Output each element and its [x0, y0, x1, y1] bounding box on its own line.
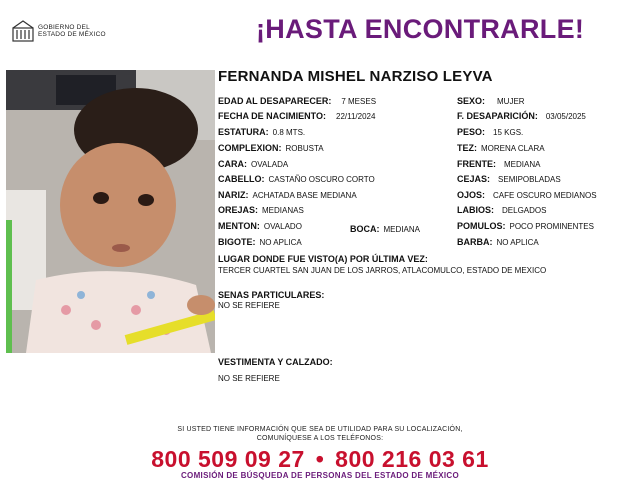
gobierno-logo — [12, 20, 106, 42]
headline: ¡HASTA ENCONTRARLE! — [256, 14, 585, 44]
phone-2[interactable]: 800 216 03 61 — [335, 446, 489, 472]
field-frente: FRENTE: MEDIANA — [457, 159, 541, 169]
field-desaparicion: F. DESAPARICIÓN: 03/05/2025 — [457, 111, 586, 121]
logo-line2: ESTADO DE MÉXICO — [38, 31, 106, 38]
lugar-value: TERCER CUARTEL SAN JUAN DE LOS JARROS, ATLACOMULCO, ESTADO DE MEXICO — [218, 266, 547, 275]
logo-line1: GOBIERNO DEL — [38, 24, 90, 31]
field-estatura: ESTATURA: 0.8 MTS. — [218, 127, 306, 137]
senas-value: NO SE REFIERE — [218, 301, 280, 310]
field-menton: MENTON: OVALADO — [218, 221, 302, 231]
field-cabello: CABELLO: CASTAÑO OSCURO CORTO — [218, 174, 375, 184]
field-bigote: BIGOTE: NO APLICA — [218, 237, 302, 247]
senas-title: SENAS PARTICULARES: — [218, 290, 325, 300]
comision-text: COMISIÓN DE BÚSQUEDA DE PERSONAS DEL ESTADO DE MÉXICO — [180, 471, 459, 480]
field-cejas: CEJAS: SEMIPOBLADAS — [457, 174, 561, 184]
phone-1[interactable]: 800 509 09 27 — [151, 446, 305, 472]
person-name: FERNANDA MISHEL NARZISO LEYVA — [218, 68, 493, 85]
government-emblem-icon — [12, 20, 34, 42]
field-orejas: OREJAS: MEDIANAS — [218, 205, 304, 215]
field-boca: BOCA: MEDIANA — [350, 224, 420, 234]
baby-photo-illustration — [6, 70, 215, 353]
field-nacimiento: FECHA DE NACIMIENTO: 22/11/2024 — [218, 111, 376, 121]
info-line1: SI USTED TIENE INFORMACIÓN QUE SEA DE UTILIDAD PARA SU LOCALIZACIÓN, — [177, 426, 463, 433]
info-line2: COMUNÍQUESE A LOS TELÉFONOS: — [256, 435, 384, 442]
field-edad: EDAD AL DESAPARECER: 7 MESES — [218, 96, 377, 106]
field-sexo: SEXO: MUJER — [457, 96, 525, 106]
field-tez: TEZ: MORENA CLARA — [457, 143, 545, 153]
lugar-title: LUGAR DONDE FUE VISTO(A) POR ÚLTIMA VEZ: — [218, 254, 428, 264]
field-labios: LABIOS: DELGADOS — [457, 205, 547, 215]
field-cara: CARA: OVALADA — [218, 159, 289, 169]
field-nariz: NARIZ: ACHATADA BASE MEDIANA — [218, 190, 357, 200]
missing-person-photo — [6, 70, 215, 353]
phone-numbers — [0, 446, 640, 473]
field-barba: BARBA: NO APLICA — [457, 237, 539, 247]
field-complexion: COMPLEXION: ROBUSTA — [218, 143, 324, 153]
field-ojos: OJOS: CAFE OSCURO MEDIANOS — [457, 190, 597, 200]
phone-separator: • — [315, 446, 325, 472]
vestimenta-title: VESTIMENTA Y CALZADO: — [218, 357, 333, 367]
vestimenta-value: NO SE REFIERE — [218, 374, 280, 383]
field-peso: PESO: 15 KGS. — [457, 127, 524, 137]
field-pomulos: POMULOS: POCO PROMINENTES — [457, 221, 594, 231]
